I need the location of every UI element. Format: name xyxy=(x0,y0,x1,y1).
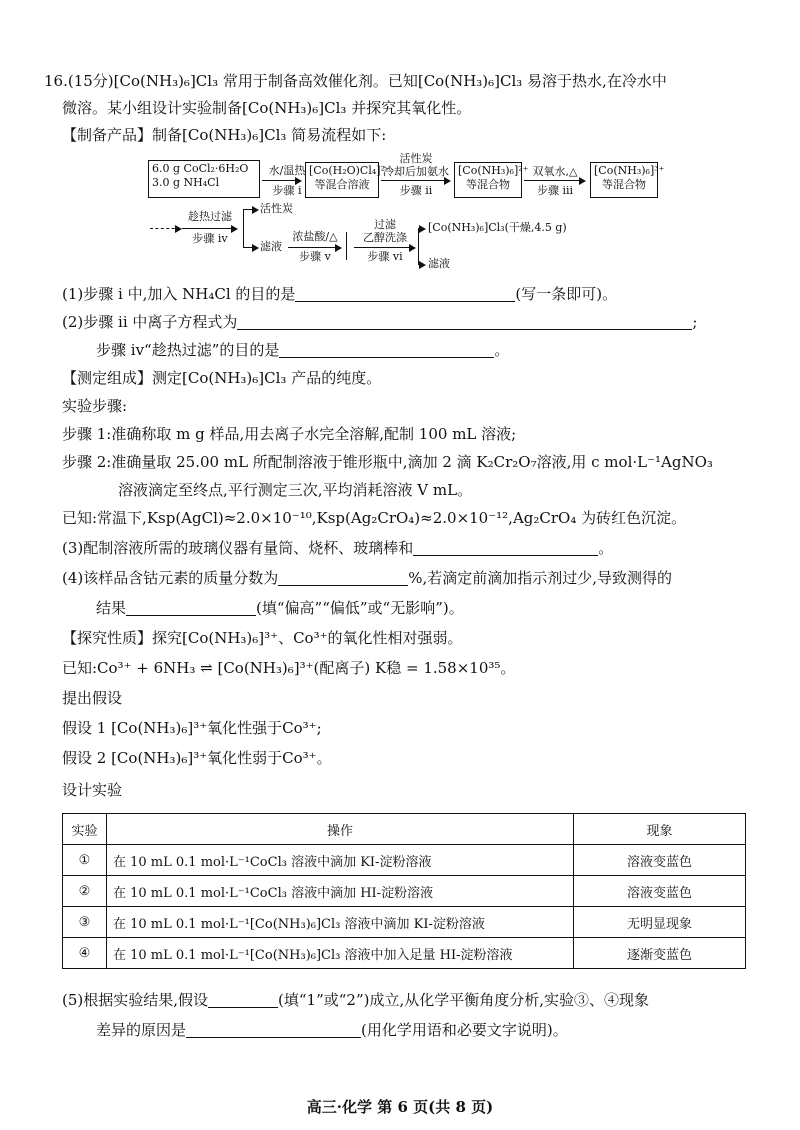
q5-line2-text: 差异的原因是 xyxy=(96,1021,187,1039)
experiment-table xyxy=(62,813,746,969)
flow-box-4 xyxy=(590,162,665,198)
flow-arrow4-top: 趁热过滤 xyxy=(188,210,232,223)
q4-line2 xyxy=(96,597,464,619)
flow-branch-line xyxy=(243,209,244,247)
row-1-operation: 在 10 mL 0.1 mol·L⁻¹CoCl₃ 溶液中滴加 KI-淀粉溶液 xyxy=(107,845,574,876)
q5-hypothesis-blank[interactable] xyxy=(208,991,278,1008)
row-1-id: ① xyxy=(63,845,107,876)
flow-arrow2-top1: 活性炭 xyxy=(399,152,433,165)
q4-line xyxy=(62,567,672,589)
table-row xyxy=(63,938,746,969)
row-4-phenomenon: 逐渐变蓝色 xyxy=(574,938,746,969)
q4-mid: %,若滴定前滴加指示剂过少,导致测得的 xyxy=(408,569,673,587)
flow-box-3-top: [Co(NH₃)₆]²⁺ xyxy=(458,164,529,177)
flow-arrow5 xyxy=(288,247,340,248)
explore-title: 【探究性质】探究[Co(NH₃)₆]³⁺、Co³⁺的氧化性相对强弱。 xyxy=(62,629,463,647)
q2-line2-text: 步骤 iv“趁热过滤”的目的是 xyxy=(96,341,280,359)
flow-box-4-top: [Co(NH₃)₆]³⁺ xyxy=(594,164,665,177)
q4-mass-fraction-blank[interactable] xyxy=(278,569,408,586)
row-2-phenomenon: 溶液变蓝色 xyxy=(574,876,746,907)
flow-product: [Co(NH₃)₆]Cl₃(干燥,4.5 g) xyxy=(428,221,567,234)
flow-branch-line-2 xyxy=(418,228,419,264)
table-row xyxy=(63,876,746,907)
q4-effect-blank[interactable] xyxy=(126,599,256,616)
flow-branch-carbon: 活性炭 xyxy=(260,202,293,215)
question-header: 16.(15分)[Co(NH₃)₆]Cl₃ 常用于制备高效催化剂。已知[Co(NH₃)₆]Cl₃ 易溶于热水,在冷水中 xyxy=(44,72,667,90)
table-row xyxy=(63,907,746,938)
flow-arrow2-bottom: 步骤 ii xyxy=(399,184,433,197)
table-row xyxy=(63,845,746,876)
steps-title: 实验步骤: xyxy=(62,397,128,415)
row-2-operation: 在 10 mL 0.1 mol·L⁻¹CoCl₃ 溶液中滴加 HI-淀粉溶液 xyxy=(107,876,574,907)
flow-arrow3-top: 双氧水,△ xyxy=(532,165,578,178)
flow-arrow1 xyxy=(262,180,300,181)
flow-product-arrow xyxy=(418,228,424,229)
ksp-known: 已知:常温下,Ksp(AgCl)≈2.0×10⁻¹⁰,Ksp(Ag₂CrO₄)≈2.0×10⁻¹²,Ag₂CrO₄ 为砖红色沉淀。 xyxy=(62,509,687,527)
question-header-cont: 微溶。某小组设计实验制备[Co(NH₃)₆]Cl₃ 并探究其氧化性。 xyxy=(62,99,472,117)
q5-line xyxy=(62,989,649,1011)
flow-box-start-line2: 3.0 g NH₄Cl xyxy=(152,176,220,189)
flow-arrow2 xyxy=(381,180,449,181)
flow-arrow3 xyxy=(524,180,584,181)
flow-box-2 xyxy=(305,162,391,198)
flow-branch-filtrate: 滤液 xyxy=(260,240,282,253)
flow-arrow1-top: 水/温热 xyxy=(268,164,306,177)
flow-box-3-bottom: 等混合物 xyxy=(466,178,510,191)
flow-arrow6-top1: 过滤 xyxy=(374,218,396,231)
table-header-row xyxy=(63,814,746,845)
q4-text: (4)该样品含钴元素的质量分数为 xyxy=(62,569,279,587)
flow-box-2-bottom: 等混合溶液 xyxy=(314,178,370,191)
step-2-cont: 溶液滴定至终点,平行测定三次,平均消耗溶液 V mL。 xyxy=(118,481,473,499)
q2-line2-tail: 。 xyxy=(494,341,510,359)
header-operation: 操作 xyxy=(107,814,574,845)
q2-line xyxy=(62,311,697,333)
q5-line2 xyxy=(96,1019,568,1041)
prep-title: 【制备产品】制备[Co(NH₃)₆]Cl₃ 简易流程如下: xyxy=(62,126,387,144)
q1-line xyxy=(62,283,617,305)
measure-title: 【测定组成】测定[Co(NH₃)₆]Cl₃ 产品的纯度。 xyxy=(62,369,382,387)
design-title: 设计实验 xyxy=(62,781,123,799)
q4-line2-tail: (填“偏高”“偏低”或“无影响”)。 xyxy=(256,599,464,617)
flow-branch-arrow-carbon xyxy=(243,209,257,210)
flow-arrow2-top2: 冷却后加氨水 xyxy=(383,165,449,178)
q3-text: (3)配制溶液所需的玻璃仪器有量筒、烧杯、玻璃棒和 xyxy=(62,539,414,557)
flow-continue-arrow xyxy=(150,228,180,229)
flow-arrow6 xyxy=(354,247,414,248)
flow-arrow5-bottom: 步骤 v xyxy=(299,250,331,263)
row-2-id: ② xyxy=(63,876,107,907)
q1-text: (1)步骤 i 中,加入 NH₄Cl 的目的是 xyxy=(62,285,296,303)
row-3-phenomenon: 无明显现象 xyxy=(574,907,746,938)
row-3-id: ③ xyxy=(63,907,107,938)
row-4-operation: 在 10 mL 0.1 mol·L⁻¹[Co(NH₃)₆]Cl₃ 溶液中加入足量 HI-淀粉溶液 xyxy=(107,938,574,969)
flow-box-3 xyxy=(454,162,529,198)
q4-line2-text: 结果 xyxy=(96,599,127,617)
explore-known: 已知:Co³⁺ + 6NH₃ ⇌ [Co(NH₃)₆]³⁺(配离子) K稳 = 1.58×10³⁵。 xyxy=(62,659,516,677)
hypo-1: 假设 1 [Co(NH₃)₆]³⁺氧化性强于Co³⁺; xyxy=(62,719,322,737)
hypo-2: 假设 2 [Co(NH₃)₆]³⁺氧化性弱于Co³⁺。 xyxy=(62,749,332,767)
flow-arrow6-bottom: 步骤 vi xyxy=(367,250,403,263)
step-2: 步骤 2:准确量取 25.00 mL 所配制溶液于锥形瓶中,滴加 2 滴 K₂Cr₂O₇溶液,用 c mol·L⁻¹AgNO₃ xyxy=(62,453,713,471)
q5-text: (5)根据实验结果,假设 xyxy=(62,991,209,1009)
step-1: 步骤 1:准确称取 m g 样品,用去离子水完全溶解,配制 100 mL 溶液; xyxy=(62,425,517,443)
q1-answer-blank[interactable] xyxy=(295,285,515,302)
page-footer: 高三·化学 第 6 页(共 8 页) xyxy=(306,1098,494,1116)
q3-line xyxy=(62,537,613,559)
q2-line2 xyxy=(96,339,509,361)
q3-tail: 。 xyxy=(598,539,614,557)
q2-purpose-blank[interactable] xyxy=(279,341,494,358)
q1-tail: (写一条即可)。 xyxy=(515,285,618,303)
row-4-id: ④ xyxy=(63,938,107,969)
q3-answer-blank[interactable] xyxy=(413,539,598,556)
q5-line2-tail: (用化学用语和必要文字说明)。 xyxy=(361,1021,568,1039)
row-3-operation: 在 10 mL 0.1 mol·L⁻¹[Co(NH₃)₆]Cl₃ 溶液中滴加 KI-淀粉溶液 xyxy=(107,907,574,938)
flow-arrow1-bottom: 步骤 i xyxy=(272,184,302,197)
flow-arrow4 xyxy=(182,228,236,229)
q5-mid: (填“1”或“2”)成立,从化学平衡角度分析,实验③、④现象 xyxy=(278,991,650,1009)
header-experiment: 实验 xyxy=(63,814,107,845)
flow-box-4-bottom: 等混合物 xyxy=(602,178,646,191)
flow-arrow3-bottom: 步骤 iii xyxy=(536,184,574,197)
flow-arrow6-top2: 乙醇洗涤 xyxy=(363,231,407,244)
hypo-title: 提出假设 xyxy=(62,689,123,707)
flow-waste-arrow xyxy=(418,264,424,265)
flow-box-start xyxy=(148,160,260,198)
flow-arrow4-bottom: 步骤 iv xyxy=(192,232,228,245)
flow-box-2-top: [Co(H₂O)Cl₄]²⁻ xyxy=(309,164,391,177)
header-phenomenon: 现象 xyxy=(574,814,746,845)
flow-box-start-line1: 6.0 g CoCl₂·6H₂O xyxy=(152,162,249,175)
flow-branch-arrow-filtrate xyxy=(243,247,257,248)
row-1-phenomenon: 溶液变蓝色 xyxy=(574,845,746,876)
q2-equation-blank[interactable] xyxy=(237,313,692,330)
flow-separator xyxy=(346,232,347,260)
q2-tail: ; xyxy=(692,313,698,331)
q2-text: (2)步骤 ii 中离子方程式为 xyxy=(62,313,238,331)
flow-arrow5-top: 浓盐酸/△ xyxy=(292,230,338,243)
flow-waste: 滤液 xyxy=(428,257,450,270)
q5-reason-blank[interactable] xyxy=(186,1021,361,1038)
